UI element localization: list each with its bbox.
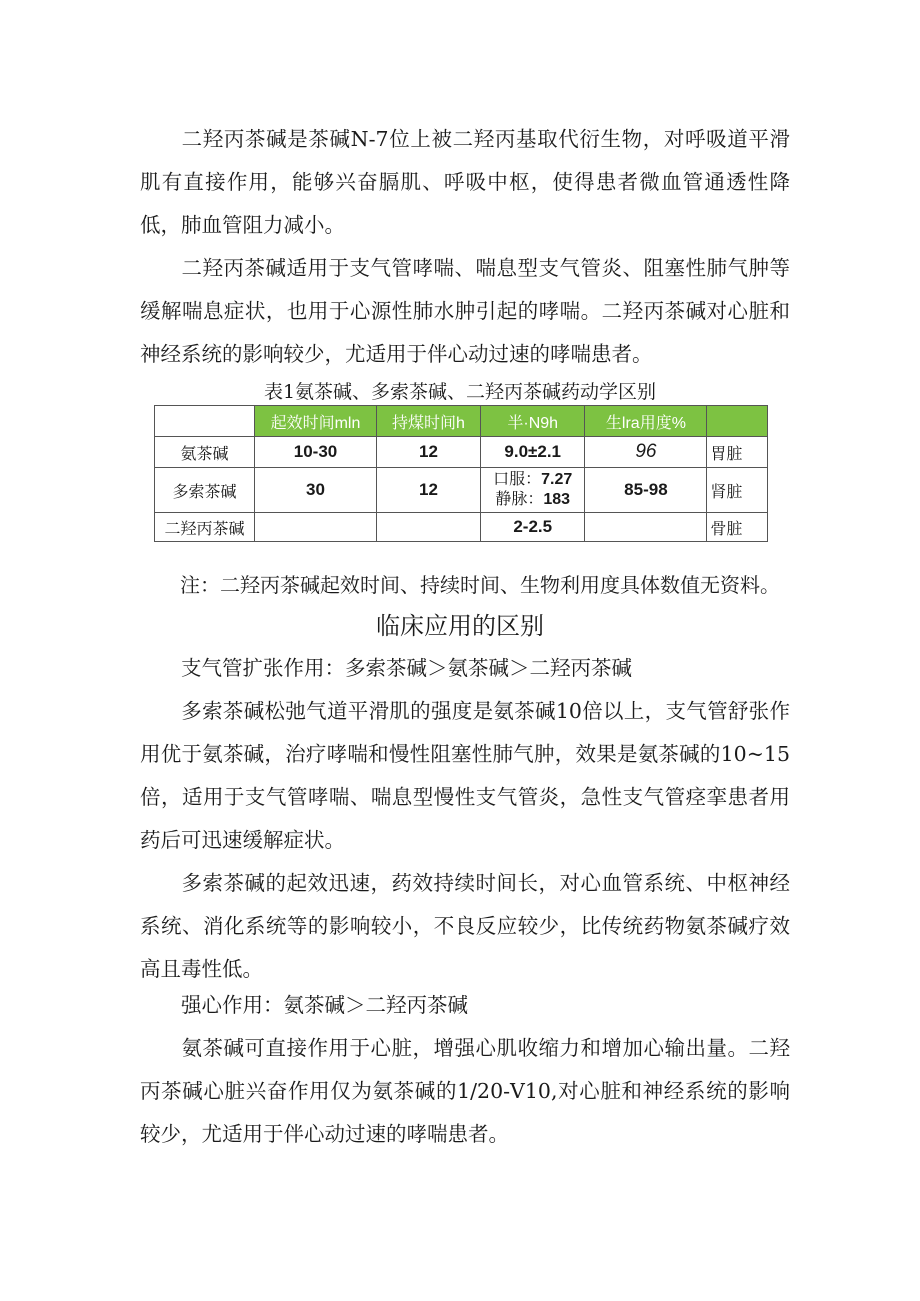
paragraph-doxofylline-onset: 多索茶碱的起效迅速，药效持续时间长，对心血管系统、中枢神经系统、消化系统等的影响较小，不良反应较少，比传统药物氨茶碱疗效高且毒性低。 (140, 871, 790, 981)
bioavailability-value (585, 513, 707, 542)
section-title: 临床应用的区别 (376, 612, 544, 640)
bioavailability-value: 85-98 (585, 468, 707, 513)
onset-value: 30 (255, 468, 377, 513)
header-blank-cell (155, 406, 255, 437)
paragraph-aminophylline-cardiac: 氨茶碱可直接作用于心脏，增强心肌收缩力和增加心输出量。二羟丙茶碱心脏兴奋作用仅为氨茶碱的1/20-V10,对心脏和神经系统的影响较少，尤适用于伴心动过速的哮喘患者。 (140, 1036, 790, 1146)
onset-value (255, 513, 377, 542)
header-duration: 持煤时间h (376, 406, 480, 437)
header-halflife: 半·N9h (480, 406, 584, 437)
halflife-value: 9.0±2.1 (480, 437, 584, 468)
table-caption: 表1氨茶碱、多索茶碱、二羟丙茶碱药动学区别 (263, 381, 657, 403)
table-row (155, 468, 768, 513)
header-bioavailability: 生lra用度% (585, 406, 707, 437)
duration-value (376, 513, 480, 542)
duration-value: 12 (376, 437, 480, 468)
paragraph-dyphylline-indications: 二羟丙茶碱适用于支气管哮喘、喘息型支气管炎、阻塞性肺气肿等缓解喘息症状，也用于心源性肺水肿引起的哮喘。二羟丙茶碱对心脏和神经系统的影响较少，尤适用于伴心动过速的哮喘患者。 (140, 256, 790, 366)
drug-name: 二羟丙茶碱 (155, 513, 255, 542)
halflife-iv: 静脉：183 (495, 491, 571, 508)
organ-value: 骨脏 (707, 513, 768, 542)
onset-value: 10-30 (255, 437, 377, 468)
halflife-oral: 口服：7.27 (493, 471, 573, 488)
halflife-stack (481, 470, 584, 510)
table-row (155, 437, 768, 468)
drug-name: 多索茶碱 (155, 468, 255, 513)
duration-value: 12 (376, 468, 480, 513)
table-note: 注：二羟丙茶碱起效时间、持续时间、生物利用度具体数值无资料。 (180, 573, 780, 597)
subheading-cardiotonic: 强心作用：氨茶碱＞二羟丙茶碱 (181, 993, 468, 1017)
table-row (155, 513, 768, 542)
header-onset: 起效时间mln (255, 406, 377, 437)
bioavailability-value: 96 (585, 437, 707, 468)
table-header-row (155, 406, 768, 437)
subheading-bronchodilation: 支气管扩张作用：多索茶碱＞氨茶碱＞二羟丙茶碱 (181, 656, 632, 680)
drug-name: 氨茶碱 (155, 437, 255, 468)
organ-value: 胃脏 (707, 437, 768, 468)
paragraph-doxofylline-bronchodilation: 多索茶碱松弛气道平滑肌的强度是氨茶碱10倍以上，支气管舒张作用优于氨茶碱，治疗哮喘和慢性阻塞性肺气肿，效果是氨茶碱的10~15倍，适用于支气管哮喘、喘息型慢性支气管炎，急性支气管痉挛患者用药后可迅速缓解症状。 (140, 699, 790, 852)
pharmacokinetics-table (154, 405, 768, 542)
halflife-cell (480, 468, 584, 513)
organ-value: 肾脏 (707, 468, 768, 513)
paragraph-dyphylline-mechanism: 二羟丙茶碱是茶碱N-7位上被二羟丙基取代衍生物，对呼吸道平滑肌有直接作用，能够兴奋膈肌、呼吸中枢，使得患者微血管通透性降低，肺血管阻力减小。 (140, 127, 790, 237)
header-organ (707, 406, 768, 437)
halflife-value: 2-2.5 (480, 513, 584, 542)
